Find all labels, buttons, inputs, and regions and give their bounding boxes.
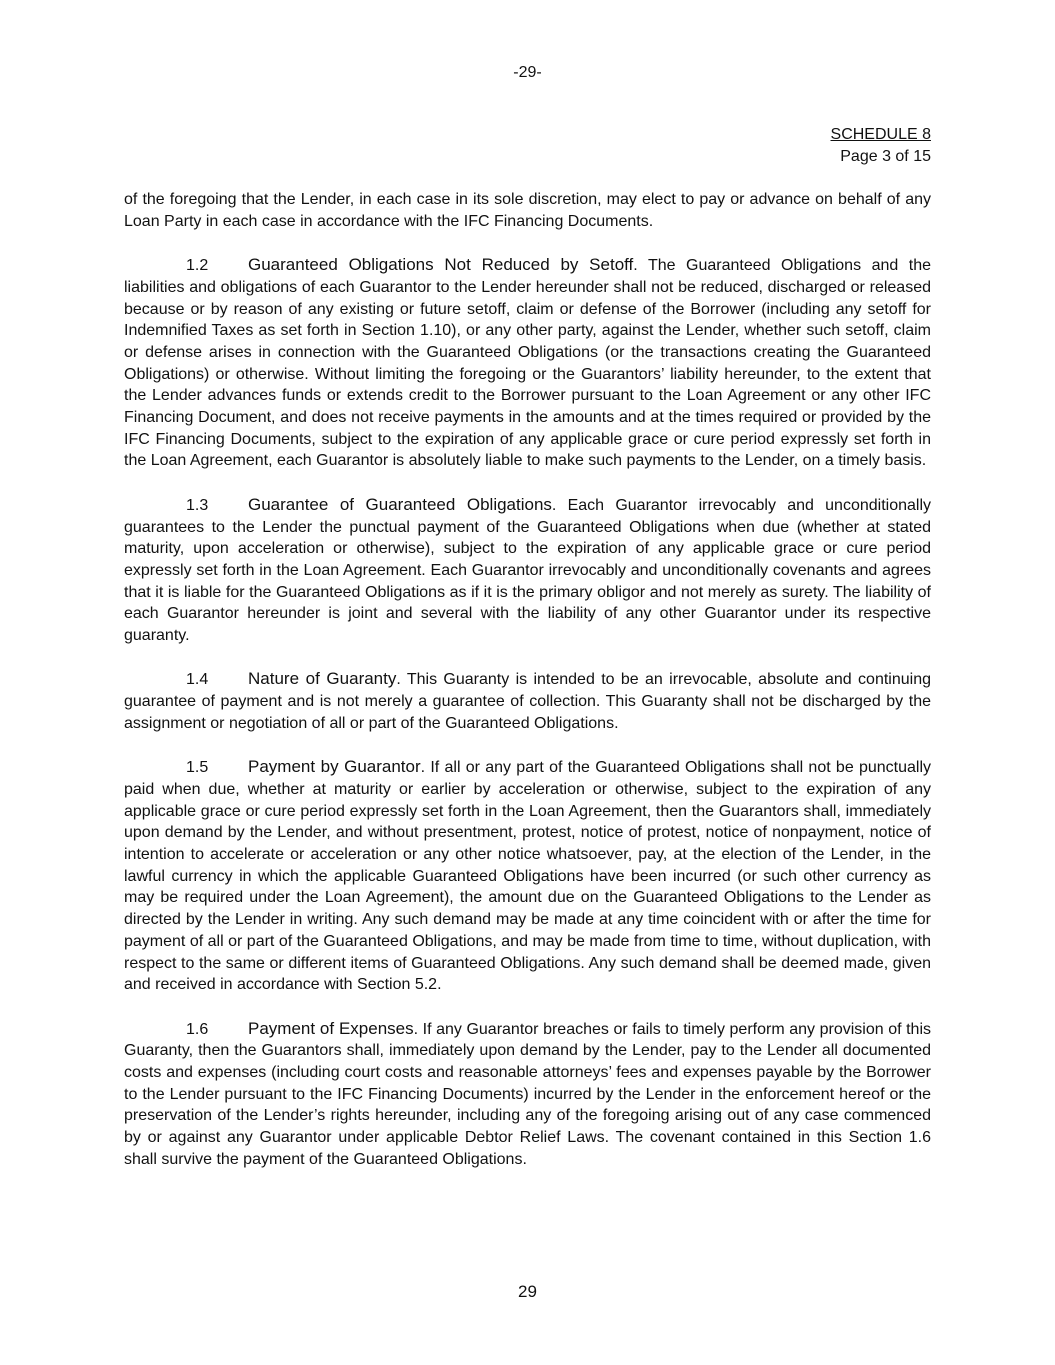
section-number: 1.2 bbox=[186, 257, 209, 275]
section-1-6: 1.6 Payment of Expenses. If any Guarantor breaches or fails to timely perform any provision of this Guaranty, then the Guarantors shall, immediately upon demand by the Lender, pay to the Lender all documented costs and expenses (including court costs and reasonable attorneys’ fees and expenses payable by the Borrower to the Lender pursuant to the IFC Financing Documents) incurred by the Lender in the enforcement hereof or the preservation of the Lender’s rights hereunder, including any of the foregoing arising out of any case commenced by or against any Guarantor under applicable Debtor Relief Laws. The covenant contained in this Section 1.6 shall survive the payment of the Guaranteed Obligations. bbox=[124, 1018, 932, 1168]
section-number: 1.3 bbox=[186, 496, 209, 514]
intro-paragraph bbox=[124, 189, 931, 232]
section-title: Nature of Guaranty bbox=[248, 669, 397, 689]
section-number: 1.6 bbox=[186, 1020, 209, 1038]
section-1-2: 1.2 Guaranteed Obligations Not Reduced by Setoff. The Guaranteed Obligations and the liabilities and obligations of each Guarantor to the Lender hereunder shall not be reduced, discharged or released because or by reason of any existing or future setoff, claim or defense of the Borrower (including any setoff for Indemnified Taxes as set forth in Section 1.10), or any other party, against the Lender, whether such setoff, claim or defense arises in connection with the Guaranteed Obligations (or the transactions creating the Guaranteed Obligations) or otherwise. Without limiting the foregoing or the Guarantors’ liability hereunder, to the extent that the Lender advances funds or extends credit to the Borrower pursuant to the Loan Agreement or any other IFC Financing Document, and does not receive payments in the amounts and at the times required or provided by the IFC Financing Documents, subject to the expiration of any applicable grace or cure period expressly set forth in the Loan Agreement, each Guarantor is absolutely liable to make such payments to the Lender, on a timely basis. bbox=[124, 255, 932, 470]
schedule-header bbox=[831, 124, 931, 168]
section-text: If any Guarantor breaches or fails to timely perform any provision of this Guaranty, then the Guarantors shall, immediately upon demand by the Lender, pay to the Lender all documented costs and expenses (including court costs and reasonable attorneys’ fees and expenses payable by the Borrower to the Lender pursuant to the IFC Financing Documents) incurred by the Lender in the enforcement hereof or the preservation of the Lender’s rights hereunder, including any of the foregoing arising out of any case commenced by or against any Guarantor under applicable Debtor Relief Laws. The covenant contained in this Section 1.6 shall survive the payment of the Guaranteed Obligations. bbox=[124, 1020, 932, 1168]
intro-text: of the foregoing that the Lender, in each case in its sole discretion, may elect to pay or advance on behalf of any Loan Party in each case in accordance with the IFC Financing Documents. bbox=[124, 191, 931, 230]
section-1-3: 1.3 Guarantee of Guaranteed Obligations. Each Guarantor irrevocably and unconditionally guarantees to the Lender the punctual payment of the Guaranteed Obligations when due (whether at stated maturity, upon acceleration or otherwise), subject to the expiration of any applicable grace or cure period expressly set forth in the Loan Agreement. Each Guarantor irrevocably and unconditionally covenants and agrees that it is liable for the Guaranteed Obligations as if it is the primary obligor and not merely as surety. The liability of each Guarantor hereunder is joint and several with the liability of any other Guarantor under its respective guaranty. bbox=[124, 494, 931, 645]
section-title: Guarantee of Guaranteed Obligations bbox=[248, 494, 552, 514]
section-text: Each Guarantor irrevocably and unconditionally guarantees to the Lender the punctual payment of the Guaranteed Obligations when due (whether at stated maturity, upon acceleration or otherwise), subject to the expiration of any applicable grace or cure period expressly set forth in the Loan Agreement. Each Guarantor irrevocably and unconditionally covenants and agrees that it is liable for the Guaranteed Obligations as if it is the primary obligor and not merely as surety. The liability of each Guarantor hereunder is joint and several with the liability of any other Guarantor under its respective guaranty. bbox=[124, 496, 931, 645]
schedule-label: SCHEDULE 8 bbox=[830, 126, 931, 143]
section-number: 1.4 bbox=[186, 671, 209, 689]
schedule-page-count: Page 3 of 15 bbox=[840, 148, 931, 165]
section-1-4: 1.4 Nature of Guaranty. This Guaranty is intended to be an irrevocable, absolute and continuing guarantee of payment and is not merely a guarantee of collection. This Guaranty shall not be discharged by the assignment or negotiation of all or part of the Guaranteed Obligations. bbox=[124, 669, 931, 732]
section-1-5: 1.5 Payment by Guarantor. If all or any part of the Guaranteed Obligations shall not be punctually paid when due, whether at maturity or earlier by acceleration or otherwise, subject to the expiration of any applicable grace or cure period expressly set forth in the Loan Agreement, then the Guarantors shall, immediately upon demand by the Lender, and without presentment, protest, notice of protest, notice of nonpayment, notice of intention to accelerate or acceleration or any other notice whatsoever, pay, at the election of the Lender, in the lawful currency in which the applicable Guaranteed Obligations have been incurred (or such other currency as may be required under the Loan Agreement), the amount due on the Guaranteed Obligations to the Lender as directed by the Lender in writing. Any such demand may be made at any time coincident with or after the time for payment of all or part of the Guaranteed Obligations, and may be made from time to time, without duplication, with respect to the same or different items of Guaranteed Obligations. Any such demand shall be deemed made, given and received in accordance with Section 5.2. bbox=[124, 757, 932, 994]
top-page-marker: -29- bbox=[513, 64, 542, 81]
document-body bbox=[124, 189, 931, 1192]
section-number: 1.5 bbox=[186, 759, 209, 777]
section-text: This Guaranty is intended to be an irrevocable, absolute and continuing guarantee of payment and is not merely a guarantee of collection. This Guaranty shall not be discharged by the assignment or negotiation of all or part of the Guaranteed Obligations. bbox=[124, 671, 931, 732]
section-text: The Guaranteed Obligations and the liabilities and obligations of each Guarantor to the Lender hereunder shall not be reduced, discharged or released because or by reason of any existing or future setoff, claim or defense of the Borrower (including any setoff for Indemnified Taxes as set forth in Section 1.10), or any other party, against the Lender, whether such setoff, claim or defense arises in connection with the Guaranteed Obligations (or the transactions creating the Guaranteed Obligations) or otherwise. Without limiting the foregoing or the Guarantors’ liability hereunder, to the extent that the Lender advances funds or extends credit to the Borrower pursuant to the Loan Agreement or any other IFC Financing Document, and does not receive payments in the amounts and at the times required or provided by the IFC Financing Documents, subject to the expiration of any applicable grace or cure period expressly set forth in the Loan Agreement, each Guarantor is absolutely liable to make such payments to the Lender, on a timely basis. bbox=[124, 257, 932, 470]
footer-page-number: 29 bbox=[518, 1282, 537, 1301]
section-title: Payment of Expenses bbox=[248, 1018, 414, 1038]
section-text: If all or any part of the Guaranteed Obligations shall not be punctually paid when due, whether at maturity or earlier by acceleration or otherwise, subject to the expiration of any applicable grace or cure period expressly set forth in the Loan Agreement, then the Guarantors shall, immediately upon demand by the Lender, and without presentment, protest, notice of protest, notice of nonpayment, notice of intention to accelerate or acceleration or any other notice whatsoever, pay, at the election of the Lender, in the lawful currency in which the applicable Guaranteed Obligations have been incurred (or such other currency as may be required under the Loan Agreement), the amount due on the Guaranteed Obligations to the Lender as directed by the Lender in writing. Any such demand may be made at any time coincident with or after the time for payment of all or part of the Guaranteed Obligations, and may be made from time to time, without duplication, with respect to the same or different items of Guaranteed Obligations. Any such demand shall be deemed made, given and received in accordance with Section 5.2. bbox=[124, 759, 932, 994]
section-title: Payment by Guarantor bbox=[248, 757, 421, 777]
section-title: Guaranteed Obligations Not Reduced by Setoff bbox=[248, 255, 634, 275]
